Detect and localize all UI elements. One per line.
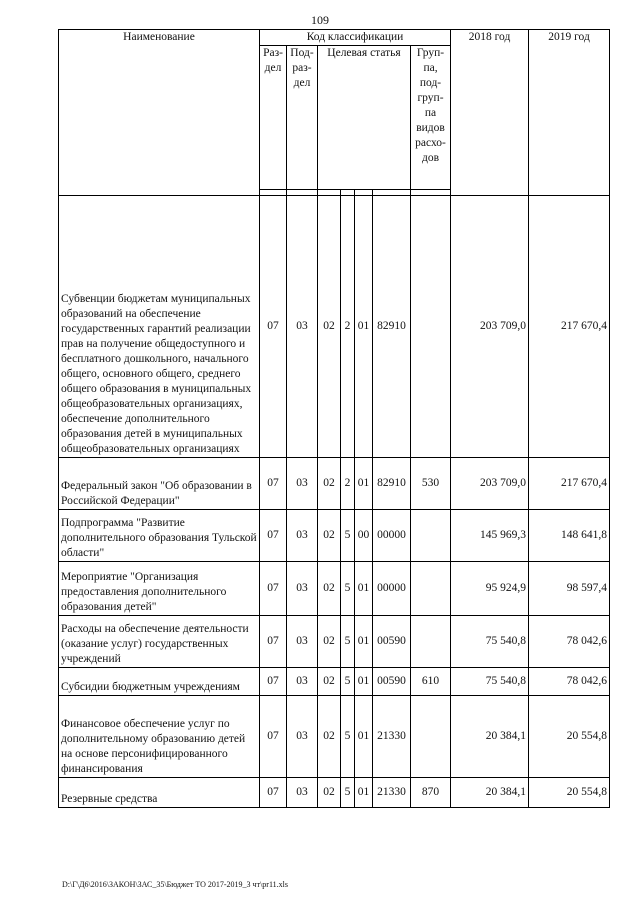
table-row	[59, 458, 610, 510]
row-target-2: 5	[341, 616, 355, 668]
row-name: Расходы на обеспечение деятельности (оказание услуг) государственных учреждений	[59, 616, 260, 668]
row-section: 07	[260, 562, 287, 616]
row-target-4: 82910	[373, 458, 411, 510]
page-number: 109	[311, 13, 329, 27]
row-amount-2018: 95 924,9	[451, 562, 529, 616]
table-row	[59, 196, 610, 458]
row-subsection: 03	[287, 696, 318, 778]
row-target-1: 02	[318, 510, 341, 562]
row-amount-2019: 78 042,6	[529, 668, 610, 696]
row-target-4: 21330	[373, 696, 411, 778]
row-name: Субсидии бюджетным учреждениям	[59, 668, 260, 696]
row-name: Субвенции бюджетам муниципальных образований на обеспечение государственных гарантий реализации прав на получение общедоступного и бесплатного дошкольного, начального общего, основного общего, среднего общего образования в муниципальных общеобразовательных организациях, обеспечение дополнительного образования детей в муниципальных общеобразовательных организациях	[59, 196, 260, 458]
header-name: Наименование	[59, 30, 260, 196]
row-target-2: 5	[341, 668, 355, 696]
row-amount-2018: 203 709,0	[451, 196, 529, 458]
row-target-3: 00	[355, 510, 373, 562]
row-target-3: 01	[355, 562, 373, 616]
row-subsection: 03	[287, 668, 318, 696]
row-expense-group	[411, 510, 451, 562]
header-expense-group: Груп-па, под-груп-па видов расхо-дов	[411, 46, 451, 190]
row-subsection: 03	[287, 778, 318, 808]
row-amount-2019: 217 670,4	[529, 458, 610, 510]
row-section: 07	[260, 696, 287, 778]
row-target-3: 01	[355, 696, 373, 778]
row-target-2: 5	[341, 778, 355, 808]
row-amount-2018: 20 384,1	[451, 696, 529, 778]
row-target-1: 02	[318, 196, 341, 458]
row-target-2: 2	[341, 196, 355, 458]
row-target-3: 01	[355, 458, 373, 510]
row-target-4: 00590	[373, 668, 411, 696]
header-target-article: Целевая статья	[318, 46, 411, 190]
row-section: 07	[260, 778, 287, 808]
row-amount-2019: 78 042,6	[529, 616, 610, 668]
table-row	[59, 778, 610, 808]
row-section: 07	[260, 616, 287, 668]
row-amount-2019: 20 554,8	[529, 778, 610, 808]
row-name: Резервные средства	[59, 778, 260, 808]
row-amount-2019: 148 641,8	[529, 510, 610, 562]
row-amount-2019: 20 554,8	[529, 696, 610, 778]
row-name: Федеральный закон "Об образовании в Российской Федерации"	[59, 458, 260, 510]
header-section: Раз-дел	[260, 46, 287, 190]
row-target-2: 2	[341, 458, 355, 510]
row-amount-2019: 217 670,4	[529, 196, 610, 458]
row-target-1: 02	[318, 778, 341, 808]
row-expense-group	[411, 196, 451, 458]
row-expense-group: 870	[411, 778, 451, 808]
row-amount-2018: 75 540,8	[451, 616, 529, 668]
row-name: Подпрограмма "Развитие дополнительного образования Тульской области"	[59, 510, 260, 562]
row-target-4: 00000	[373, 562, 411, 616]
row-target-4: 21330	[373, 778, 411, 808]
row-subsection: 03	[287, 562, 318, 616]
table-row	[59, 562, 610, 616]
row-name: Финансовое обеспечение услуг по дополнительному образованию детей на основе персонифицированного финансирования	[59, 696, 260, 778]
row-amount-2018: 20 384,1	[451, 778, 529, 808]
row-target-4: 00000	[373, 510, 411, 562]
row-section: 07	[260, 668, 287, 696]
table-row	[59, 616, 610, 668]
row-amount-2018: 75 540,8	[451, 668, 529, 696]
row-subsection: 03	[287, 510, 318, 562]
row-target-1: 02	[318, 668, 341, 696]
row-amount-2019: 98 597,4	[529, 562, 610, 616]
table-row	[59, 668, 610, 696]
row-target-1: 02	[318, 616, 341, 668]
row-expense-group: 610	[411, 668, 451, 696]
table-row	[59, 510, 610, 562]
header-subsection: Под-раз-дел	[287, 46, 318, 190]
budget-table	[58, 29, 610, 808]
row-target-4: 00590	[373, 616, 411, 668]
file-path-footer: D:\Г\Д6\2016\ЗАКОН\ЗАС_35\Бюджет ТО 2017-2019_3 чт\pr11.xls	[62, 880, 288, 889]
row-target-3: 01	[355, 668, 373, 696]
row-subsection: 03	[287, 458, 318, 510]
row-target-1: 02	[318, 458, 341, 510]
row-expense-group	[411, 696, 451, 778]
header-2018: 2018 год	[451, 30, 529, 196]
row-amount-2018: 145 969,3	[451, 510, 529, 562]
row-section: 07	[260, 196, 287, 458]
header-classification: Код классификации	[260, 30, 451, 46]
row-target-1: 02	[318, 562, 341, 616]
row-section: 07	[260, 458, 287, 510]
row-expense-group: 530	[411, 458, 451, 510]
header-2019: 2019 год	[529, 30, 610, 196]
row-target-1: 02	[318, 696, 341, 778]
row-target-2: 5	[341, 696, 355, 778]
row-subsection: 03	[287, 196, 318, 458]
row-expense-group	[411, 616, 451, 668]
row-target-3: 01	[355, 616, 373, 668]
row-target-2: 5	[341, 562, 355, 616]
row-section: 07	[260, 510, 287, 562]
row-target-4: 82910	[373, 196, 411, 458]
row-expense-group	[411, 562, 451, 616]
row-target-3: 01	[355, 196, 373, 458]
row-target-3: 01	[355, 778, 373, 808]
row-target-2: 5	[341, 510, 355, 562]
row-subsection: 03	[287, 616, 318, 668]
row-amount-2018: 203 709,0	[451, 458, 529, 510]
header-row-1	[59, 30, 610, 46]
table-row	[59, 696, 610, 778]
row-name: Мероприятие "Организация предоставления дополнительного образования детей"	[59, 562, 260, 616]
